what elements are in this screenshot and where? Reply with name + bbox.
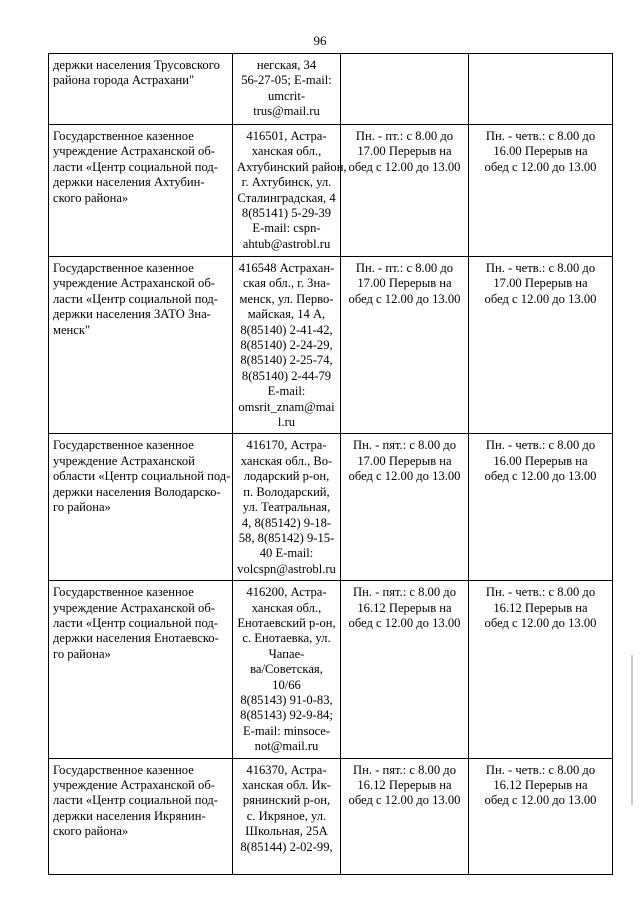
cell-text-line: 58, 8(85142) 9-15-	[238, 530, 335, 545]
cell-text-line: го района»	[53, 646, 111, 661]
institution-name-cell	[49, 125, 233, 257]
cell-text-line: учреждение Астраханской об-	[53, 144, 215, 159]
working-hours-alt-cell	[469, 54, 613, 125]
cell-text-line: майская, 14 А,	[247, 307, 326, 322]
cell-text-line: Государственное казенное	[53, 762, 194, 777]
cell-text-line: ва/Советская,	[250, 662, 323, 677]
address-cell	[233, 125, 347, 257]
cell-text-line: обед с 12.00 до 13.00	[348, 469, 461, 484]
address-cell	[233, 257, 341, 434]
cell-text-line: Пн. - четв.: с 8.00 до	[485, 129, 596, 143]
cell-text-line: 40 E-mail:	[259, 546, 314, 561]
cell-text-line: Сталинградская, 4	[237, 190, 336, 205]
cell-text-line: рянинский р-он,	[242, 793, 331, 808]
cell-text-line: учреждение Астраханской об-	[53, 778, 215, 792]
cell-text-line: п. Володарский,	[243, 484, 330, 499]
cell-text-line: Енотаевский р-он,	[237, 615, 336, 630]
cell-text-line: 17.00 Перерыв на	[357, 453, 452, 468]
cell-text-line: ласти «Центр социальной под-	[53, 159, 218, 174]
institution-name-cell	[49, 257, 233, 434]
address-cell	[233, 54, 341, 125]
cell-text-line: держки населения Икрянин-	[53, 808, 206, 823]
working-hours-cell	[341, 257, 469, 434]
cell-text-line: го района»	[53, 500, 111, 515]
institution-name-cell	[49, 758, 233, 874]
cell-text-line: 17.00 Перерыв на	[493, 276, 588, 291]
cell-text-line: области «Центр социальной под-	[53, 469, 231, 484]
cell-text-line: 56-27-05; E-mail:	[241, 73, 332, 88]
cell-text-line: менск"	[53, 322, 91, 337]
cell-text-line: обед с 12.00 до 13.00	[348, 793, 461, 808]
cell-text-line: ханская обл., Во-	[240, 453, 333, 468]
cell-text-line: учреждение Астраханской об-	[53, 600, 215, 615]
cell-text-line: Государственное казенное	[53, 585, 194, 600]
cell-text-line: Пн. - четв.: с 8.00 до	[485, 438, 596, 453]
scan-edge-mark	[631, 655, 633, 805]
cell-text-line: ского района»	[53, 824, 129, 839]
cell-text-line: обед с 12.00 до 13.00	[484, 291, 597, 306]
cell-text-line: Пн. - пят.: с 8.00 до	[353, 585, 456, 600]
cell-text-line: держки населения ЗАТО Зна-	[53, 307, 211, 322]
cell-text-line: г. Ахтубинск, ул.	[241, 175, 332, 190]
cell-text-line: обед с 12.00 до 13.00	[484, 793, 597, 808]
cell-text-line: 17.00 Перерыв на	[357, 144, 452, 159]
cell-text-line: держки населения Трусовского	[53, 58, 220, 72]
cell-text-line: 8(85141) 5-29-39	[241, 206, 332, 221]
cell-text-line: 416200, Астра-	[246, 585, 327, 600]
address-cell	[233, 581, 341, 758]
cell-text-line: Пн. - четв.: с 8.00 до	[485, 762, 596, 777]
cell-text-line: обед с 12.00 до 13.00	[484, 469, 597, 484]
cell-text-line: 8(85144) 2-02-99,	[240, 839, 333, 854]
cell-text-line: umcrit-	[267, 88, 306, 103]
working-hours-cell	[341, 581, 469, 758]
working-hours-alt-cell	[469, 434, 613, 581]
working-hours-alt-cell	[469, 125, 613, 257]
cell-text-line: Чапае-	[268, 646, 305, 661]
cell-text-line: 416170, Астра-	[246, 438, 327, 453]
cell-text-line: ханская обл.,	[251, 144, 322, 159]
cell-text-line: volcspn@astrobl.ru	[237, 561, 336, 576]
cell-text-line: 8(85143) 91-0-83,	[240, 692, 333, 707]
table-row	[49, 434, 613, 581]
cell-text-line: not@mail.ru	[254, 739, 319, 754]
cell-text-line: 8(85140) 2-25-74,	[240, 353, 333, 368]
cell-text-line: с. Икряное, ул.	[246, 808, 327, 823]
cell-text-line: негская, 34	[256, 58, 317, 72]
institution-name-cell	[49, 434, 233, 581]
cell-text-line: 416501, Астра-	[246, 129, 327, 143]
cell-text-line: 16.00 Перерыв на	[493, 144, 588, 159]
cell-text-line: 8(85140) 2-24-29,	[240, 338, 333, 353]
cell-text-line: обед с 12.00 до 13.00	[348, 615, 461, 630]
cell-text-line: ahtub@astrobl.ru	[242, 236, 331, 251]
cell-text-line: ласти «Центр социальной под-	[53, 291, 218, 306]
address-cell	[233, 758, 341, 874]
cell-text-line: 8(85140) 2-44-79	[241, 368, 332, 383]
working-hours-alt-cell	[469, 758, 613, 874]
cell-text-line: Государственное казенное	[53, 129, 194, 143]
cell-text-line: 16.12 Перерыв на	[357, 778, 452, 792]
cell-text-line: 4, 8(85142) 9-18-	[241, 515, 332, 530]
cell-text-line: ханская обл. Ик-	[242, 778, 331, 792]
cell-text-line: менск, ул. Перво-	[239, 291, 334, 306]
cell-text-line: trus@mail.ru	[253, 104, 320, 119]
cell-text-line: Государственное казенное	[53, 261, 194, 275]
cell-text-line: 8(85143) 92-9-84;	[240, 708, 333, 723]
cell-text-line: Пн. - четв.: с 8.00 до	[485, 585, 596, 600]
cell-text-line: держки населения Ахтубин-	[53, 175, 205, 190]
cell-text-line: 16.12 Перерыв на	[493, 778, 588, 792]
institution-name-cell	[49, 54, 233, 125]
table-row	[49, 125, 613, 257]
cell-text-line: 8(85140) 2-41-42,	[240, 322, 333, 337]
working-hours-cell	[341, 125, 469, 257]
table-row	[49, 758, 613, 874]
cell-text-line: обед с 12.00 до 13.00	[484, 615, 597, 630]
cell-text-line: Пн. - пт.: с 8.00 до	[355, 261, 454, 275]
cell-text-line: 16.00 Перерыв на	[493, 453, 588, 468]
cell-text-line: обед с 12.00 до 13.00	[484, 159, 597, 174]
cell-text-line: держки населения Енотаевско-	[53, 631, 219, 646]
table-row	[49, 54, 613, 125]
cell-text-line: 17.00 Перерыв на	[357, 276, 452, 291]
working-hours-cell	[341, 54, 469, 125]
cell-text-line: 10/66	[272, 677, 301, 692]
cell-text-line: ласти «Центр социальной под-	[53, 793, 218, 808]
cell-text-line: Пн. - четв.: с 8.00 до	[485, 261, 596, 275]
institution-name-cell	[49, 581, 233, 758]
cell-text-line: omsrit_znam@mai	[238, 399, 335, 414]
cell-text-line: учреждение Астраханской	[53, 453, 195, 468]
cell-text-line: обед с 12.00 до 13.00	[348, 291, 461, 306]
cell-text-line: 16.12 Перерыв на	[493, 600, 588, 615]
page-number: 96	[313, 33, 327, 48]
cell-text-line: 16.12 Перерыв на	[357, 600, 452, 615]
working-hours-alt-cell	[469, 257, 613, 434]
cell-text-line: учреждение Астраханской об-	[53, 276, 215, 291]
cell-text-line: ская обл., г. Зна-	[242, 276, 331, 291]
cell-text-line: 416370, Астра-	[246, 762, 327, 777]
cell-text-line: E-mail:	[267, 384, 306, 399]
cell-text-line: Ахтубинский район,	[237, 159, 347, 174]
cell-text-line: l.ru	[277, 415, 296, 430]
working-hours-alt-cell	[469, 581, 613, 758]
cell-text-line: E-mail: cspn-	[252, 221, 321, 236]
cell-text-line: E-mail: minsoce-	[242, 723, 331, 738]
cell-text-line: держки населения Володарско-	[53, 484, 221, 499]
cell-text-line: 416548 Астрахан-	[238, 261, 335, 275]
cell-text-line: района города Астрахани"	[53, 73, 195, 88]
cell-text-line: Пн. - пят.: с 8.00 до	[353, 762, 456, 777]
cell-text-line: обед с 12.00 до 13.00	[348, 159, 461, 174]
working-hours-cell	[341, 434, 469, 581]
cell-text-line: Школьная, 25А	[245, 824, 328, 839]
cell-text-line: ласти «Центр социальной под-	[53, 615, 218, 630]
table-row	[49, 257, 613, 434]
institutions-table	[48, 53, 613, 875]
cell-text-line: с. Енотаевка, ул.	[242, 631, 331, 646]
table-body	[49, 54, 613, 875]
address-cell	[233, 434, 341, 581]
cell-text-line: Пн. - пят.: с 8.00 до	[353, 438, 456, 453]
table-row	[49, 581, 613, 758]
cell-text-line: ского района»	[53, 190, 129, 205]
cell-text-line: Пн. - пт.: с 8.00 до	[355, 129, 454, 143]
cell-text-line: лодарский р-он,	[243, 469, 330, 484]
cell-text-line: ул. Театральная,	[242, 500, 331, 515]
cell-text-line: ханская обл.,	[251, 600, 322, 615]
working-hours-cell	[341, 758, 469, 874]
cell-text-line: Государственное казенное	[53, 438, 194, 453]
